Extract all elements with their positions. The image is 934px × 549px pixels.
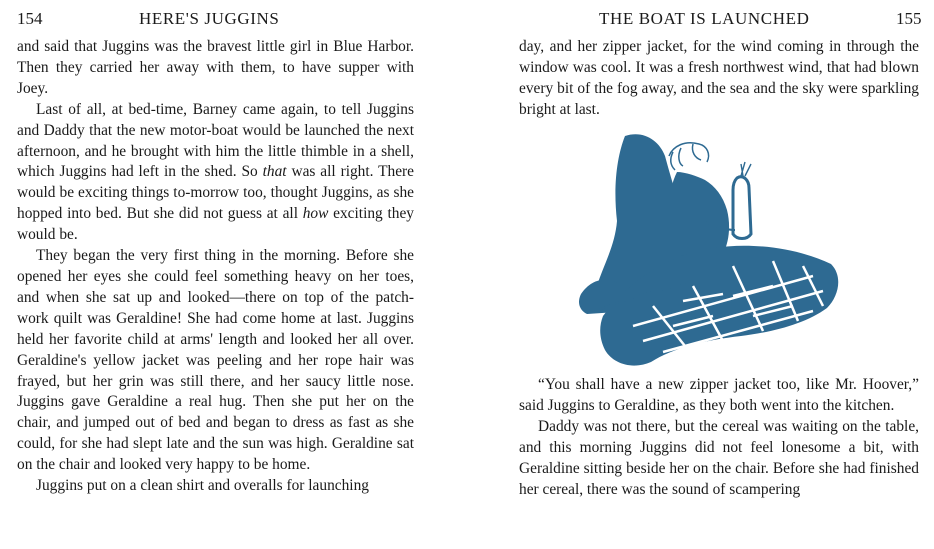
girl-in-bed-illustration xyxy=(573,126,849,371)
body-text-bottom xyxy=(519,375,919,500)
doll-shape xyxy=(733,177,751,239)
hair-shape xyxy=(669,143,709,170)
text-run: They began the very first thing in the morning. Before she opened her eyes she could feel something heavy on her toes, and when she sat up and looked—there on top of the patch-work quilt was Geraldine! She had come home at last. Juggins held her favorite child at arms' length and looked her all over. Geraldine's yellow jacket was peeling and her rope hair was frayed, but her grin was still there, and her saucy little nose. Juggins gave Geraldine a real hug. Then she put her on the chair, and jumped out of bed and began to dress as fast as she could, for she had slept late and the sun was high. Geraldine sat on the chair and looked very happy to be home. xyxy=(17,247,414,474)
text-run: Juggins put on a clean shirt and overalls for launching xyxy=(36,477,369,495)
body-text-top xyxy=(519,37,919,121)
italic-word: how xyxy=(302,205,329,223)
text-run: Last of all, at bed-time, Barney came again, to tell Juggins and Daddy that the new motor-boat would be launched the next afternoon, and he brought with him the little thimble in a shell, which Juggins had left in the shed. So xyxy=(17,100,414,181)
right-page xyxy=(467,0,934,549)
text-run: “You shall have a new zipper jacket too, like Mr. Hoover,” said Juggins to Geraldine, as they both went into the kitchen. xyxy=(519,376,919,414)
text-run: Daddy was not there, but the cereal was waiting on the table, and this morning Juggins did not feel lonesome a bit, with Geraldine sitting beside her on the chair. Before she had finished her cereal, there was the sound of scampering xyxy=(519,417,919,498)
paragraph xyxy=(519,417,919,501)
paragraph xyxy=(17,476,414,497)
page-number: 155 xyxy=(896,9,922,28)
paragraph xyxy=(17,37,414,100)
paragraph xyxy=(519,375,919,417)
text-run: and said that Juggins was the bravest little girl in Blue Harbor. Then they carried her away with them, to have supper with Joey. xyxy=(17,38,414,97)
text-run: was all right. There would be exciting things to-morrow too, thought Juggins, as she hopped into bed. But she did not guess at all xyxy=(17,163,414,223)
running-head: HERE'S JUGGINS xyxy=(139,9,280,28)
paragraph xyxy=(17,246,414,476)
text-run: day, and her zipper jacket, for the wind coming in through the window was cool. It was a fresh northwest wind, that had blown every bit of the fog away, and the sea and the sky were sparkling bright at last. xyxy=(519,38,919,118)
running-head: THE BOAT IS LAUNCHED xyxy=(599,9,810,28)
body-text xyxy=(17,37,414,497)
paragraph xyxy=(519,37,919,121)
girl-body xyxy=(668,172,729,256)
paragraph xyxy=(17,100,414,246)
italic-word: that xyxy=(262,163,287,181)
text-run: exciting they would be. xyxy=(17,205,414,244)
doll-hair xyxy=(741,162,751,176)
page-number: 154 xyxy=(17,9,43,28)
